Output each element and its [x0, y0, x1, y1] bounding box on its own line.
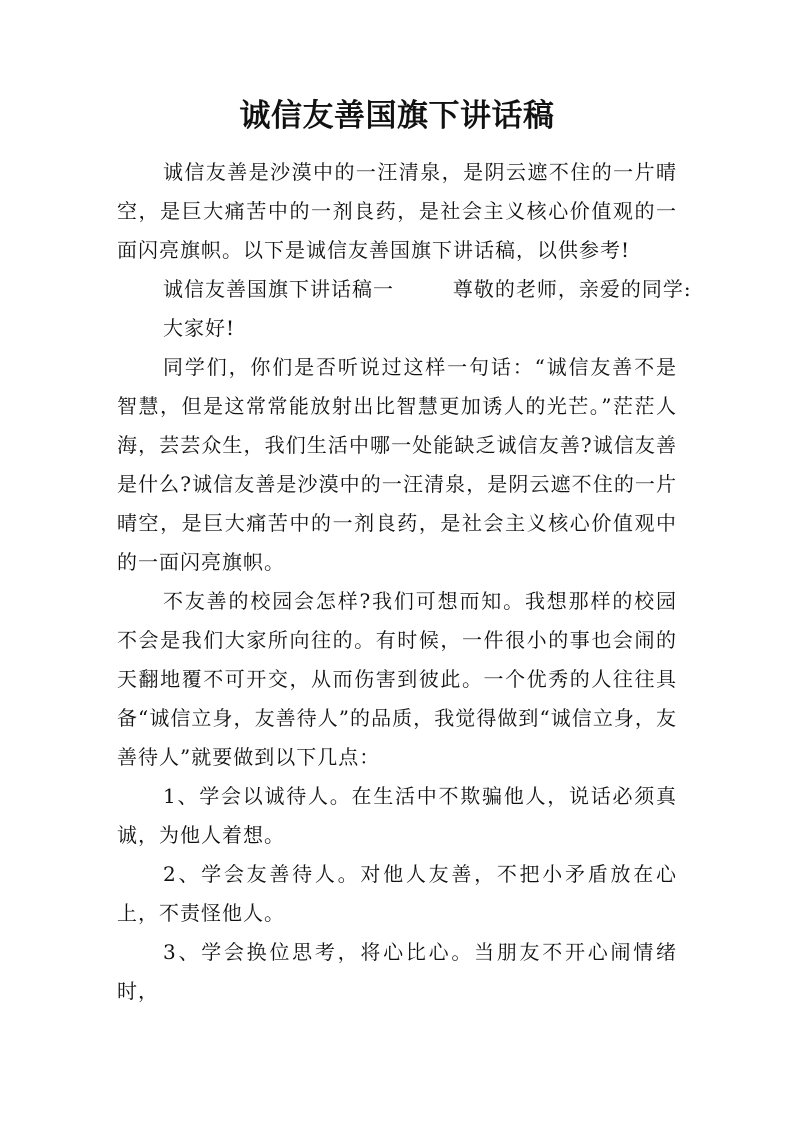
body-paragraph: 同学们，你们是否听说过这样一句话：“诚信友善不是智慧，但是这常常能放射出比智慧更加诱人的光芒。”茫茫人海，芸芸众生，我们生活中哪一处能缺乏诚信友善?诚信友善是什么?诚信友善是沙漠中的一汪清泉，是阴云遮不住的一片晴空，是巨大痛苦中的一剂良药，是社会主义核心价值观中的一面闪亮旗帜。	[117, 355, 677, 574]
list-item-paragraph: 3、学会换位思考，将心比心。当朋友不开心闹情绪时，	[117, 940, 677, 1003]
body-paragraph: 不友善的校园会怎样?我们可想而知。我想那样的校园不会是我们大家所向往的。有时候，一件很小的事也会闹的天翻地覆不可开交，从而伤害到彼此。一个优秀的人往往具备“诚信立身，友善待人”的品质，我觉得做到“诚信立身，友善待人”就要做到以下几点：	[117, 589, 677, 769]
greeting-paragraph: 大家好!	[163, 316, 236, 340]
list-item-paragraph: 2、学会友善待人。对他人友善，不把小矛盾放在心上，不责怪他人。	[117, 862, 677, 925]
document-title: 诚信友善国旗下讲话稿	[239, 98, 555, 134]
list-item-paragraph: 1、学会以诚待人。在生活中不欺骗他人，说话必须真诚，为他人着想。	[117, 784, 677, 847]
document-body	[117, 153, 692, 1011]
intro-paragraph: 诚信友善是沙漠中的一汪清泉，是阴云遮不住的一片晴空，是巨大痛苦中的一剂良药，是社会主义核心价值观的一面闪亮旗帜。以下是诚信友善国旗下讲话稿，以供参考!	[117, 160, 677, 262]
speech-heading-salutation: 诚信友善国旗下讲话稿一 尊敬的老师，亲爱的同学:	[163, 277, 692, 301]
